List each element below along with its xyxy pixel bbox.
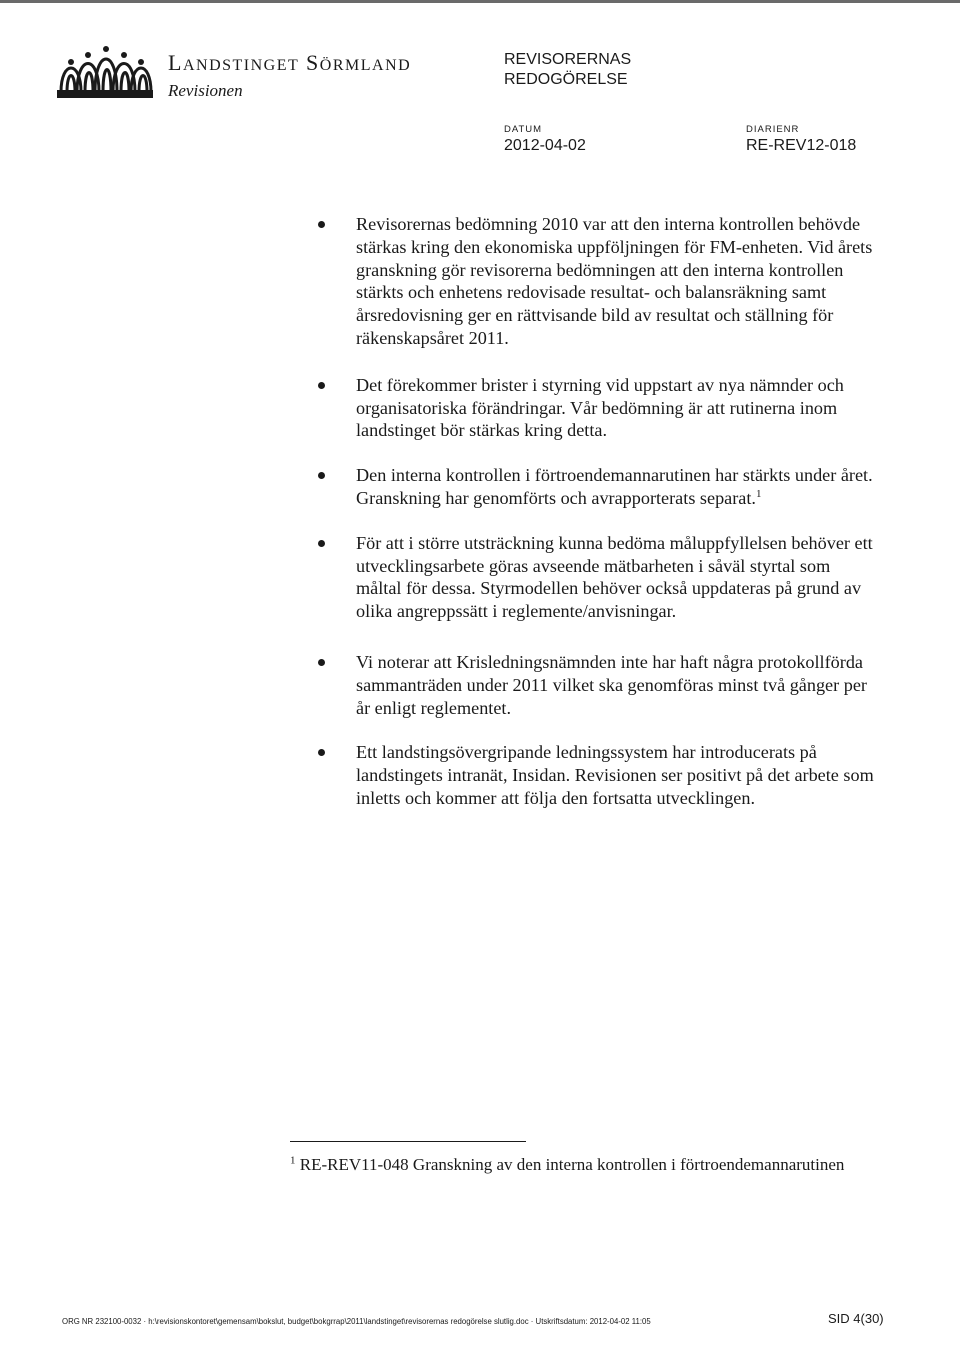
footer-file-info: ORG NR 232100-0032 · h:\revisionskontoret\gemensam\bokslut, budget\bokgrrap\2011\landstinget\revisorernas redogörelse slutlig.doc · Utskriftsdatum: 2012-04-02 11:05 xyxy=(62,1317,651,1326)
footnote-reference[interactable]: 1 xyxy=(755,487,762,500)
list-item: Revisorernas bedömning 2010 var att den interna kontrollen behövde stärkas kring den ekonomiska uppföljningen för FM-enheten. Vid årets granskning gör revisorerna bedömningen att den interna kontrollen stärkts och enhetens redovisade resultat- och balansräkning samt årsredovisning ger en rättvisande bild av resultat och ställning för räkenskapsåret 2011. xyxy=(318,213,878,350)
footnote-number: 1 xyxy=(290,1154,296,1167)
bullet-icon xyxy=(318,540,325,547)
landsting-logo-icon xyxy=(55,40,155,102)
bullet-icon xyxy=(318,472,325,479)
page-number: SID 4(30) xyxy=(828,1311,884,1326)
bullet-icon xyxy=(318,382,325,389)
list-item: Ett landstingsövergripande ledningssystem har introducerats på landstingets intranät, Insidan. Revisionen ser positivt på det arbete som inletts och kommer att följa den fortsatta utvecklingen. xyxy=(318,741,878,809)
organization-subtitle: Revisionen xyxy=(168,81,243,100)
bullet-icon xyxy=(318,221,325,228)
diarienr-value: RE-REV12-018 xyxy=(746,137,857,154)
list-item: Det förekommer brister i styrning vid uppstart av nya nämnder och organisatoriska förändringar. Vår bedömning är att rutinerna inom landstinget bör stärkas kring detta. xyxy=(318,374,878,442)
footnote-separator xyxy=(290,1141,526,1142)
diarienr-label: DIARIENR xyxy=(746,124,800,135)
list-item: För att i större utsträckning kunna bedöma måluppfyllelsen behöver ett utvecklingsarbete göras avseende mätbarheten i såväl styrtal som måltal för dessa. Styrmodellen behöver också uppdateras på grund av olika angreppssätt i reglemente/anvisningar. xyxy=(318,532,878,623)
document-type: REVISORERNAS REDOGÖRELSE xyxy=(504,51,632,88)
organization-block xyxy=(168,52,411,101)
list-item: Den interna kontrollen i förtroendemannarutinen har stärkts under året. Granskning har genomförts och avrapporterats separat.$^1$ xyxy=(318,464,878,510)
organization-name: LANDSTINGET SÖRMLAND xyxy=(168,50,412,75)
footnote-text: RE-REV11-048 Granskning av den interna kontrollen i förtroendemannarutinen xyxy=(299,1155,845,1174)
list-item: Vi noterar att Krisledningsnämnden inte har haft några protokollförda sammanträden under 2011 vilket ska genomföras minst två gånger per år enligt reglementet. xyxy=(318,651,878,719)
bullet-icon xyxy=(318,749,325,756)
top-rule xyxy=(0,0,960,3)
findings-list xyxy=(318,213,878,810)
date-label: DATUM xyxy=(504,124,543,135)
footnote xyxy=(290,1155,844,1175)
bullet-icon xyxy=(318,659,325,666)
date-value: 2012-04-02 xyxy=(504,137,586,154)
